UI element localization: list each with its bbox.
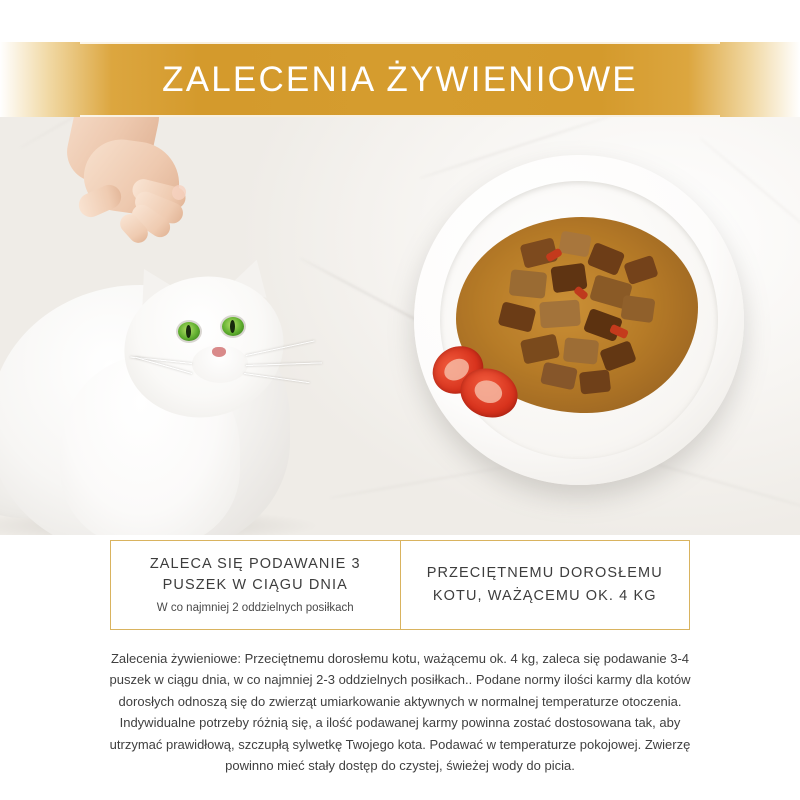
food-chunk [563, 337, 599, 364]
recommendation-box-1-title: ZALECA SIĘ PODAWANIE 3 PUSZEK W CIĄGU DNIA [149, 556, 361, 594]
recommendation-box-1-subtitle: W co najmniej 2 oddzielnych posiłkach [156, 602, 354, 615]
food-plate [414, 155, 744, 485]
page-title: ZALECENIA ŻYWIENIOWE [162, 59, 638, 99]
cat-pupil-right [230, 320, 235, 333]
header-banner [0, 42, 800, 117]
recommendation-box-1 [110, 540, 401, 630]
tomato-pulp [472, 377, 505, 407]
food-chunk-pepper [573, 285, 589, 300]
food-chunk [498, 301, 537, 333]
food-chunk [620, 295, 655, 323]
food-chunk [540, 362, 578, 391]
food-chunk [509, 269, 548, 299]
food-chunk [579, 369, 611, 394]
recommendation-box-2 [401, 540, 691, 630]
food-chunk [599, 340, 637, 372]
food-chunk [520, 334, 560, 365]
cat-eye-right [222, 317, 244, 336]
cat-eye-left [178, 322, 200, 341]
cat-nose [212, 347, 226, 357]
food-chunk [539, 300, 581, 329]
feeding-guidelines-paragraph: Zalecenia żywieniowe: Przeciętnemu dorosłemu kotu, ważącemu ok. 4 kg, zaleca się podawanie 3-4 puszek w ciągu dnia, w co najmniej 2-3 oddzielnych posiłkach.. Podane normy ilości karmy dla kotów dorosłych odnoszą się do zwierząt umiarkowanie aktywnych w normalnej temperaturze otoczenia. Indywidualne potrzeby różnią się, a ilość podawanej karmy powinna zostać dostosowana tak, aby utrzymać prawidłową, szczupłą sylwetkę Twojego kota. Podawać w temperaturze pokojowej. Zwierzę powinno mieć stały dostęp do czystej, świeżej wody do picia. [109, 651, 691, 774]
food-chunk [623, 255, 658, 285]
food-chunk [587, 242, 626, 276]
hand-illustration [48, 117, 198, 235]
recommendation-box-2-title: PRZECIĘTNEMU DOROSŁEMU KOTU, WAŻĄCEMU OK. 4 KG [426, 564, 663, 604]
food-chunks-group [414, 155, 744, 485]
cat-pupil-left [186, 325, 191, 338]
hero-photo [0, 117, 800, 535]
food-chunk [558, 231, 591, 258]
recommendation-boxes [110, 540, 690, 630]
header-banner-inner [80, 42, 720, 117]
